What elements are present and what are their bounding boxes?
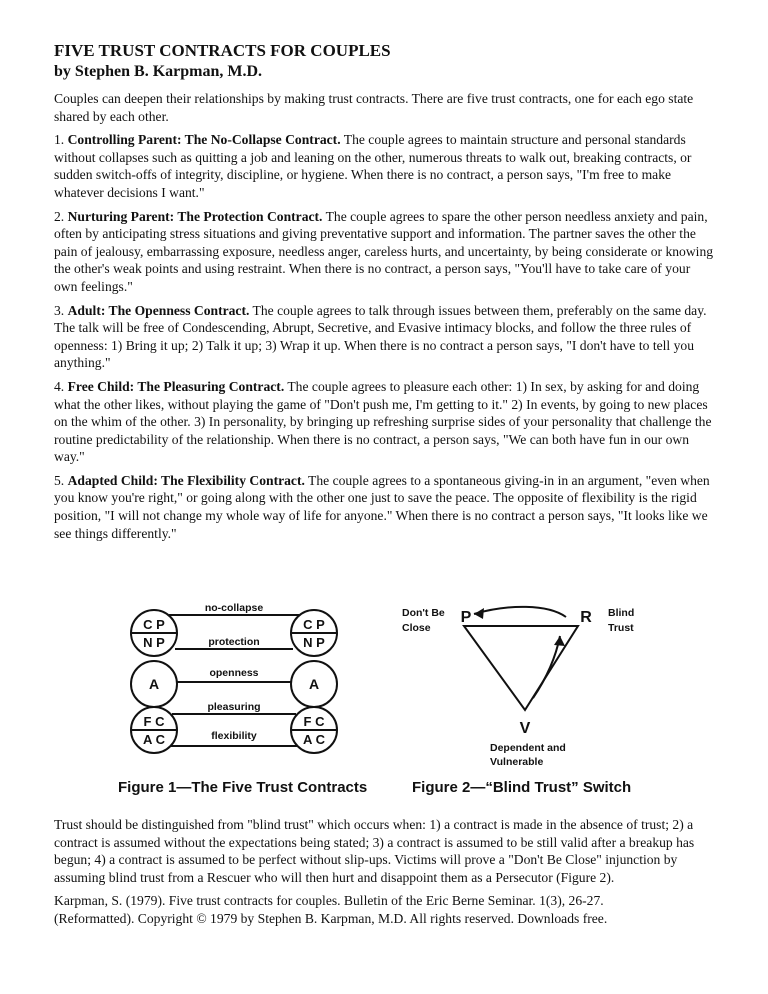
figures-panel [108,586,668,798]
document-title: FIVE TRUST CONTRACTS FOR COUPLES [54,41,391,60]
left-a-label: A [148,676,160,692]
v-annotation-line1: Dependent and [490,742,566,754]
switch-arrow-side [533,636,560,698]
link-label-openness: openness [209,667,259,679]
contract-text: The couple agrees to talk through issues between them, preferably on the same day. The talk will be free of Condescending, Abrupt, Secretive, and Evasive intimacy blocks, and follow the three rules of openness: 1) Bring it up; 2) Talk it up; 3) Wrap it up. When there is no contract a person says, "I don't have to tell you anything." [54,302,707,371]
link-label-no-collapse: no-collapse [204,602,264,614]
figure1-caption: Figure 1—The Five Trust Contracts [118,779,368,796]
contract-number: 5. [54,472,65,488]
link-label-flexibility: flexibility [211,730,257,742]
right-fc-label: F C [303,714,325,729]
document-body [54,40,716,548]
link-label-pleasuring: pleasuring [207,701,261,713]
p-annotation-line2: Close [402,622,431,634]
contract-heading: Nurturing Parent: The Protection Contract. [67,208,323,224]
contract-number: 1. [54,132,65,148]
figure1-links [169,615,299,746]
r-annotation-line2: Trust [608,622,634,634]
contract-text: The couple agrees to a spontaneous giving-in in an argument, "even when you know you're right," or going along with the other one just to save the peace. The opposite of flexibility is the rigid position, "I will not change my whole way of life for anyone." When there is no contract a person says, "It looks like we see things differently." [54,472,710,541]
reference-block [54,892,716,927]
figure2-caption: Figure 2—“Blind Trust” Switch [412,779,632,796]
closing-paragraph: Trust should be distinguished from "blind trust" which occurs when: 1) a contract is made in the absence of trust; 2) a contract is assumed without the expectations being stated; 3) a contract is assumed to be still valid after a breakup has begun; 4) a contract is assumed to be perfect without slip-ups. Victims will prove a "Don't Be Close" injunction by assuming blind trust from a Rescuer who will then hurt and disappoint them as a Persecutor (Figure 2). [54,817,695,885]
switch-arrowhead-side [554,636,565,646]
contract-number: 3. [54,302,65,318]
r-annotation-line1: Blind [608,607,635,619]
contract-text: The couple agrees to spare the other person needless anxiety and pain, often by anticipating stress situations and giving preventative support and information. The partner saves the other the pain of jealousy, embarrassing exposure, needless anger, careless hurts, and uncertainty, by being considerate or knowing the other's weak points and using restraint. When there is no contract, a person says, "You'll have to take care of your own feelings." [54,208,714,294]
contract-number: 2. [54,208,65,224]
contract-text: The couple agrees to pleasure each other: 1) In sex, by asking for and doing what the other likes, without playing the game of "Don't push me, I'm getting to it." 2) In events, by going to new places on the whim of the other. 3) In personality, by bringing up refreshing surprise sides of your personality that challenge the routine predictability of the relationship. When there is no contract, a person says, "We can both have fun in our own way." [54,378,712,465]
contract-heading: Free Child: The Pleasuring Contract. [67,378,285,394]
triangle-p-label: P [460,609,472,626]
contract-heading: Controlling Parent: The No-Collapse Contract. [67,132,341,148]
p-annotation-line1: Don't Be [402,607,445,619]
contract-heading: Adapted Child: The Flexibility Contract. [67,472,305,488]
left-fc-label: F C [143,714,165,729]
left-ac-label: A C [143,732,165,747]
contract-2 [54,208,716,296]
contract-4 [54,378,716,466]
figures-svg [108,586,668,798]
contract-1 [54,131,716,201]
contract-5 [54,472,716,542]
v-annotation-line2: Vulnerable [490,756,544,768]
right-a-label: A [308,676,320,692]
author-byline: by Stephen B. Karpman, M.D. [54,63,263,80]
contract-text: The couple agrees to maintain structure and personal standards without collapses such as quitting a job and leaning on the other, numerous threats to walk out, breaking contracts, or sudden switch-offs of integrity, discipline, or hygiene. When there is no contract, a person says, "I'm free to make whatever decisions I want." [54,132,692,200]
right-ac-label: A C [303,732,325,747]
contract-number: 4. [54,378,65,394]
link-label-protection: protection [208,636,260,648]
figure2-triangle [464,607,578,710]
closing-section [54,816,716,928]
triangle-v-label: V [519,720,531,737]
reference-line-1: Karpman, S. (1979). Five trust contracts for couples. Bulletin of the Eric Berne Seminar. 1(3), 26-27. [54,893,604,909]
switch-arrowhead-top [474,608,484,619]
triangle-r-label: R [580,609,592,626]
left-np-label: N P [143,635,165,650]
contract-3 [54,302,716,372]
left-cp-label: C P [143,617,165,632]
switch-arrow-top [474,607,566,617]
reference-line-2: (Reformatted). Copyright © 1979 by Stephen B. Karpman, M.D. All rights reserved. Downloads free. [54,910,608,926]
right-cp-label: C P [303,617,325,632]
contract-heading: Adult: The Openness Contract. [67,302,250,318]
intro-paragraph: Couples can deepen their relationships by making trust contracts. There are five trust contracts, one for each ego state shared by each other. [54,91,694,124]
right-np-label: N P [303,635,325,650]
